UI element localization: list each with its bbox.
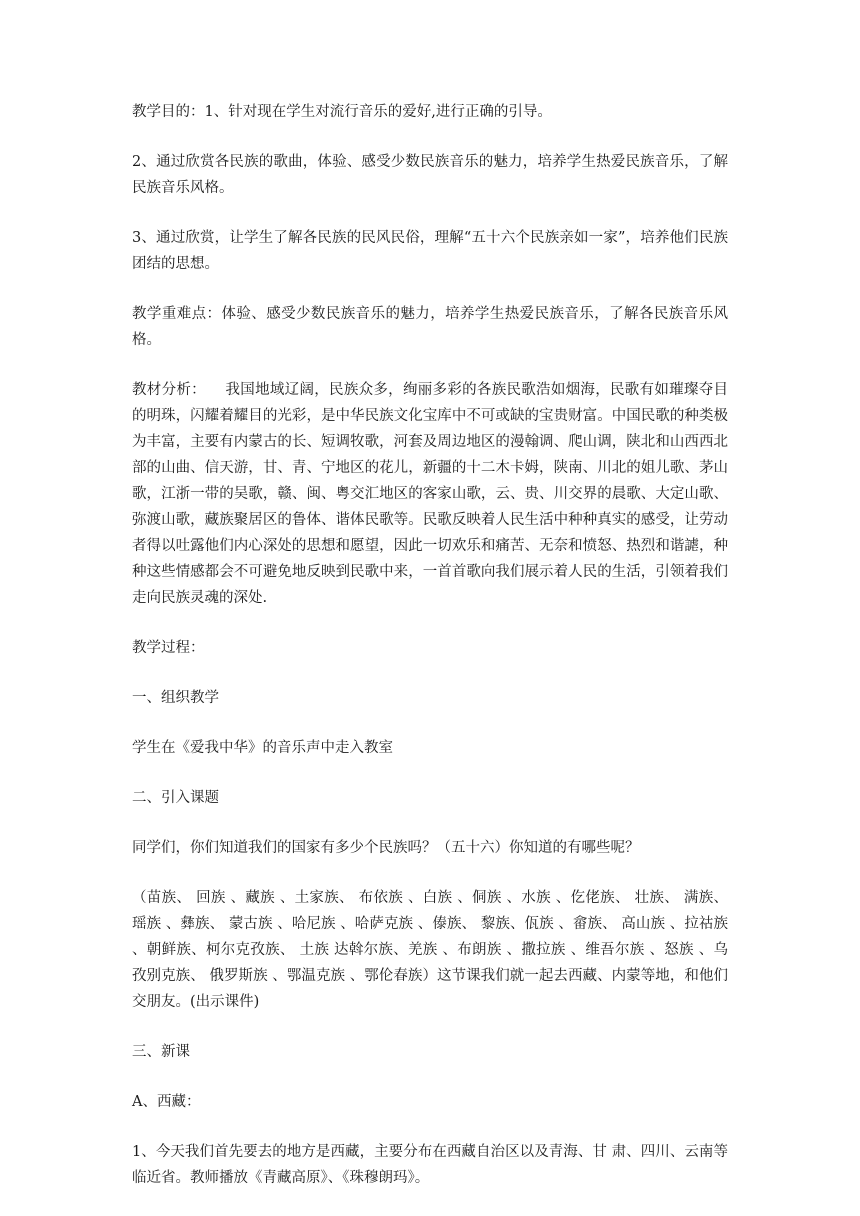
heading-organize-teaching: 一、组织教学: [132, 690, 219, 706]
teaching-objective-1: 教学目的：1、针对现在学生对流行音乐的爱好,进行正确的引导。: [132, 104, 552, 120]
heading-new-lesson: 三、新课: [132, 1044, 190, 1060]
material-analysis: 教材分析： 我国地域辽阔，民族众多，绚丽多彩的各族民歌浩如烟海，民歌有如璀璨夺目的明珠，闪耀着耀目的光彩，是中华民族文化宝库中不可或缺的宝贵财富。中国民歌的种类极为丰富，主要有内蒙古的长、短调牧歌，河套及周边地区的漫翰调、爬山调，陕北和山西西北部的山曲、信天游，甘、青、宁地区的花儿，新疆的十二木卡姆，陕南、川北的姐儿歌、茅山歌，江浙一带的吴歌，赣、闽、粤交汇地区的客家山歌，云、贵、川交界的晨歌、大定山歌、弥渡山歌，藏族聚居区的鲁体、谐体民歌等。民歌反映着人民生活中种种真实的感受，让劳动者得以吐露他们内心深处的思想和愿望，因此一切欢乐和痛苦、无奈和愤怒、热烈和谐謔，种种这些情感都会不可避免地反映到民歌中来，一首首歌向我们展示着人民的生活，引领着我们走向民族灵魂的深处.: [132, 382, 728, 606]
key-difficulties: 教学重难点：体验、感受少数民族音乐的魅力，培养学生热爱民族音乐，了解各民族音乐风格。: [132, 306, 728, 348]
heading-tibet: A、西藏：: [132, 1094, 201, 1110]
ethnic-groups-list: （苗族、 回族 、藏族 、土家族、 布依族 、白族 、侗族 、水族 、仡佬族、 壮族、 满族、 瑶族 、彝族、 蒙古族 、哈尼族 、哈萨克族 、傣族、 黎族、佤族 、畲族、 高山族 、拉祜族 、朝鲜族、柯尔克孜族、 土族 达斡尔族、羌族 、布朗族 、撒拉族 、维吾尔族 、怒族 、乌孜别克族、 俄罗斯族 、鄂温克族 、鄂伦春族）这节课我们就一起去西藏、内蒙等地，和他们交朋友。(出示课件): [132, 890, 728, 1010]
teaching-objective-2: 2、通过欣赏各民族的歌曲，体验、感受少数民族音乐的魅力，培养学生热爱民族音乐，了解民族音乐风格。: [132, 154, 728, 196]
section-teaching-process: 教学过程：: [132, 640, 205, 656]
students-enter-classroom: 学生在《爱我中华》的音乐声中走入教室: [132, 740, 393, 756]
heading-introduce-topic: 二、引入课题: [132, 790, 219, 806]
question-ethnic-groups: 同学们，你们知道我们的国家有多少个民族吗？（五十六）你知道的有哪些呢？: [132, 840, 640, 856]
teaching-objective-3: 3、通过欣赏，让学生了解各民族的民风民俗，理解“五十六个民族亲如一家”，培养他们民族团结的思想。: [132, 230, 728, 272]
document-body: [132, 99, 728, 1191]
tibet-intro: 1、今天我们首先要去的地方是西藏，主要分布在西藏自治区以及青海、甘 肃、四川、云南等临近省。教师播放《青藏高原》、《珠穆朗玛》。: [132, 1144, 728, 1186]
